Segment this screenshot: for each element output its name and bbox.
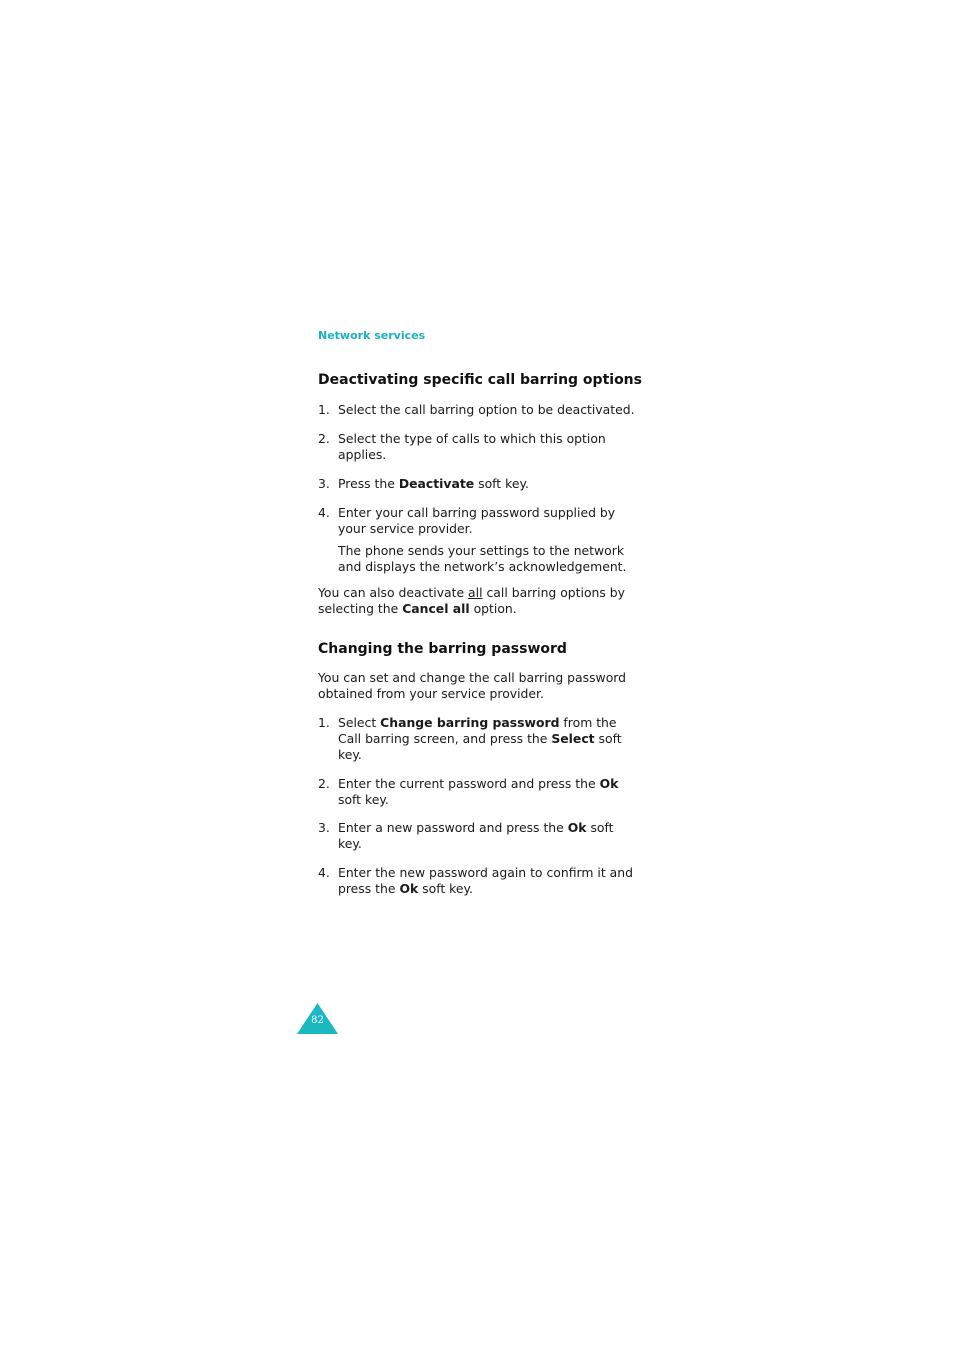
list-text: Enter a new password and press the Ok soft key.: [338, 820, 614, 851]
list-number: 3.: [318, 476, 330, 491]
list-item: [318, 820, 618, 852]
section-header: Network services: [318, 329, 426, 342]
list-text: Select Change barring password from the Call barring screen, and press the Select soft key.: [338, 715, 622, 762]
list-text: Select the call barring option to be deactivated.: [338, 402, 635, 417]
heading-deactivating: Deactivating specific call barring options: [318, 372, 642, 388]
list-number: 1.: [318, 402, 330, 417]
list-number: 2.: [318, 776, 330, 791]
list-number: 2.: [318, 431, 330, 446]
note-paragraph: You can also deactivate all call barring options by selecting the Cancel all option.: [318, 585, 625, 616]
list-item: [318, 431, 618, 463]
list-number: 1.: [318, 715, 330, 730]
list-text: Enter the current password and press the Ok soft key.: [338, 776, 619, 807]
intro-paragraph: You can set and change the call barring password obtained from your service provider.: [318, 670, 627, 701]
list-number: 4.: [318, 865, 330, 880]
step-note: The phone sends your settings to the network and displays the network’s acknowledgement.: [338, 543, 627, 574]
list-number: 3.: [318, 820, 330, 835]
list-item: [318, 715, 623, 763]
list-text: Enter the new password again to confirm it and press the Ok soft key.: [338, 865, 633, 896]
page-number: 82: [311, 1015, 324, 1026]
list-text: Select the type of calls to which this option applies.: [338, 431, 606, 462]
heading-changing-password: Changing the barring password: [318, 641, 567, 657]
list-text: Press the Deactivate soft key.: [338, 476, 529, 491]
list-item: [318, 865, 638, 897]
list-text: Enter your call barring password supplied by your service provider.: [338, 505, 616, 536]
list-item: [318, 776, 623, 808]
soft-key-deactivate: Deactivate: [398, 476, 475, 491]
list-item: [318, 476, 648, 492]
list-item: [318, 402, 648, 418]
list-number: 4.: [318, 505, 330, 520]
list-item: [318, 505, 618, 537]
page-number-badge: [297, 1003, 338, 1034]
